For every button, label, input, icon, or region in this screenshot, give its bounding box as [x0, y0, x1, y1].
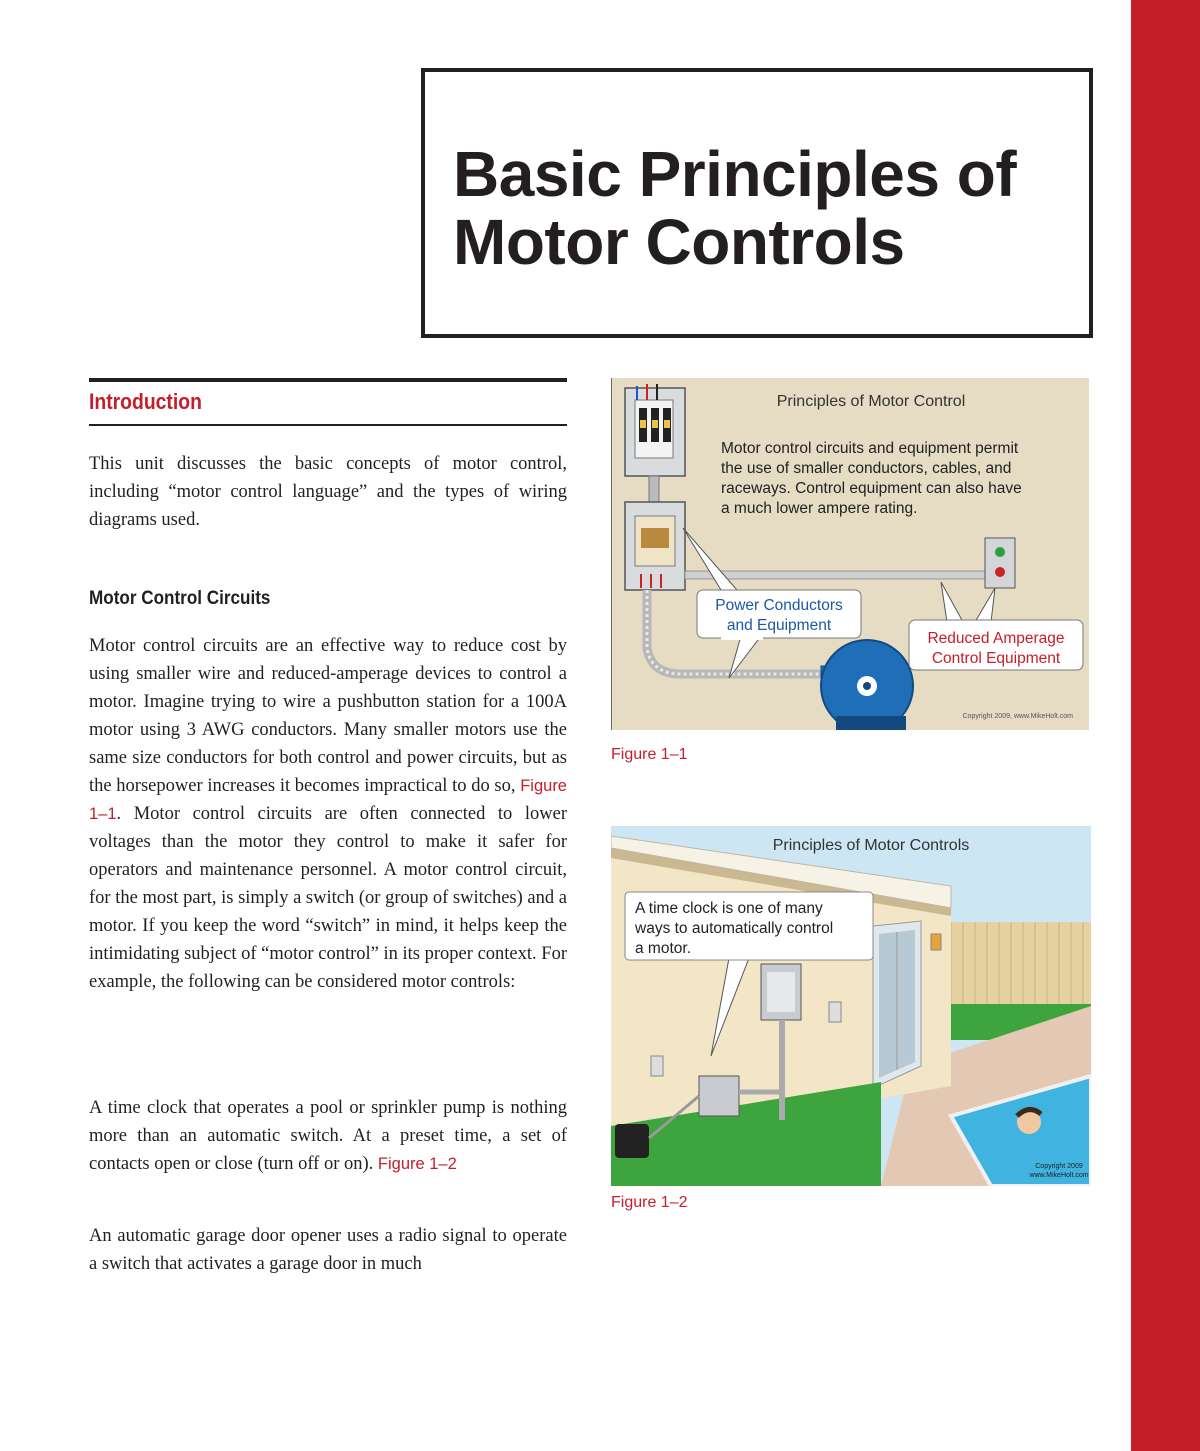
side-color-bar	[1131, 0, 1200, 1451]
disconnect-switch-icon	[625, 384, 685, 476]
callout-line: and Equipment	[726, 617, 832, 634]
chapter-title-line-2: Motor Controls	[453, 206, 905, 278]
callout-line: Reduced Amperage	[927, 630, 1065, 647]
description-line: Motor control circuits and equipment permit	[721, 440, 1019, 457]
section-heading: Introduction	[89, 389, 202, 414]
copyright-line: www.MikeHolt.com	[1029, 1172, 1089, 1179]
chapter-title-line-1: Basic Principles of	[453, 138, 1017, 210]
callout-line: Power Conductors	[715, 597, 843, 614]
copyright-line: Copyright 2009	[1035, 1163, 1083, 1170]
motor-control-paragraph	[89, 632, 567, 996]
figure-1-2-caption: Figure 1–2	[611, 1194, 688, 1211]
paragraph-text: . Motor control circuits are often connected to lower voltages than the motor they control to make it safer for operators and maintenance personnel. A motor control circuit, for the most part, is simply a switch (or group of switches) and a motor. If you keep the word “switch” in mind, it helps keep the intimidating subject of “motor control” in its proper context. For example, the following can be considered motor controls:	[89, 804, 567, 992]
paragraph-text: Motor control circuits are an effective way to reduce cost by using smaller wire and reduced-amperage devices to control a motor. Imagine trying to wire a pushbutton station for a 100A motor using 3 AWG conductors. Many smaller motors use the same size conductors for both control and power circuits, but as the horsepower increases it becomes impractical to do so,	[89, 636, 567, 796]
section-bottom-rule	[89, 424, 567, 426]
time-clock-paragraph	[89, 1094, 567, 1178]
light-fixture-icon	[931, 934, 941, 950]
outlet-icon	[651, 1056, 663, 1076]
callout-line: ways to automatically control	[635, 920, 834, 937]
subheading-motor-control-circuits: Motor Control Circuits	[89, 588, 271, 609]
figure-1-2-illustration	[611, 826, 1091, 1186]
section-top-rule	[89, 378, 567, 382]
motor-icon	[821, 640, 913, 730]
description-line: raceways. Control equipment can also have	[721, 480, 1022, 497]
description-line: a much lower ampere rating.	[721, 500, 918, 517]
chapter-title-box	[421, 68, 1093, 338]
figure-1-1-caption: Figure 1–1	[611, 746, 688, 763]
figure-1-1-illustration	[611, 378, 1089, 730]
sliding-door-icon	[873, 921, 921, 1088]
figure-copyright: Copyright 2009, www.MikeHolt.com	[962, 713, 1073, 720]
paragraph-text: A time clock that operates a pool or sprinkler pump is nothing more than an automatic switch. At a preset time, a set of contacts open or close (turn off or on).	[89, 1098, 567, 1174]
garage-door-paragraph: An automatic garage door opener uses a radio signal to operate a switch that activates a garage door in much	[89, 1226, 567, 1274]
callout-line: Control Equipment	[931, 650, 1061, 667]
intro-paragraph: This unit discusses the basic concepts of motor control, including “motor control language” and the types of wiring diagrams used.	[89, 454, 567, 530]
outlet-icon	[829, 1002, 841, 1022]
figure-heading: Principles of Motor Control	[776, 393, 966, 410]
motor-starter-icon	[625, 502, 685, 590]
description-line: the use of smaller conductors, cables, and	[721, 460, 1012, 477]
figure-heading: Principles of Motor Controls	[772, 837, 970, 854]
figure-1-2-reference[interactable]: Figure 1–2	[377, 1155, 457, 1173]
figure-1-1-reference[interactable]: Figure 1–1	[89, 777, 567, 823]
callout-line: A time clock is one of many	[635, 900, 823, 917]
pushbutton-station-icon	[985, 538, 1015, 588]
callout-line: a motor.	[635, 940, 691, 957]
fence-icon	[941, 922, 1091, 1006]
chapter-title	[453, 140, 1016, 276]
